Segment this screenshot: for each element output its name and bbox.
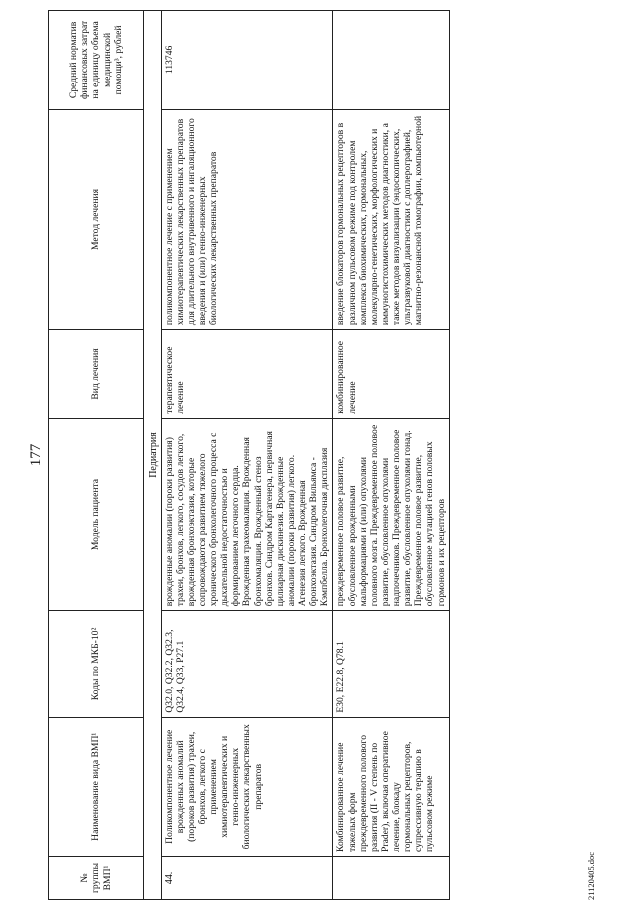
vmp-table <box>48 10 450 900</box>
section-row <box>144 11 162 900</box>
header-cost-norm: Средний норматив финансовых затрат на единицу объема медицинской помощи³, рублей <box>49 11 144 110</box>
table-row <box>333 11 449 900</box>
treatment-method: поликомпонентное лечение с применением химиотерапевтических лекарственных препаратов для длительного внутривенного и ингаляционного введения и (или) генно-инженерных биологических лекарственных препаратов <box>161 109 333 329</box>
group-number: 44. <box>161 856 333 899</box>
document-reference: 21120405.doc <box>586 851 596 900</box>
section-title: Педиатрия <box>144 11 162 900</box>
icd-codes: E30, E22.8, Q78.1 <box>333 611 449 717</box>
treatment-kind: терапевтическое лечение <box>161 330 333 419</box>
table-header-row <box>49 11 144 900</box>
header-treatment-kind: Вид лечения <box>49 330 144 419</box>
rotated-page <box>28 10 613 900</box>
header-vmp-name: Наименование вида ВМП¹ <box>49 717 144 856</box>
vmp-name: Комбинированное лечение тяжелых форм преждевременного полового развития (II - V степень по Prader), включая оперативное лечение, блокаду гормональных рецепторов, супрессивную терапию в пульсовом режиме <box>333 717 449 856</box>
icd-codes: Q32.0, Q32.2, Q32.3, Q32.4, Q33, P27.1 <box>161 611 333 717</box>
header-patient-model: Модель пациента <box>49 418 144 610</box>
table-row <box>161 11 333 900</box>
vmp-name: Поликомпонентное лечение врожденных аномалий (пороков развития) трахеи, бронхов, легкого с применением химиотерапевтических и генно-инженерных биологических лекарственных препаратов <box>161 717 333 856</box>
treatment-method: введение блокаторов гормональных рецепторов в различном пульсовом режиме под контролем комплекса биохимических, гормональных, молекулярно-генетических, морфологических и иммуногистохимических методов диагностики, а также методов визуализации (эндоскопических, ультразвуковой диагностики с доплерографией, магнитно-резонансной томографии, компьютерной <box>333 109 449 329</box>
page-number: 177 <box>28 443 44 467</box>
treatment-kind: комбинированное лечение <box>333 330 449 419</box>
cost-norm: 113746 <box>161 11 333 110</box>
header-icd-codes: Коды по МКБ-10² <box>49 611 144 717</box>
cost-norm <box>333 11 449 110</box>
patient-model: врожденные аномалии (пороки развития) трахеи, бронхов, легкого, сосудов легкого, врожденная бронхоэктазия, которые сопровождаются развитием тяжелого хронического бронхолегочного процесса с дыхательной недостаточностью и формированием легочного сердца. Врожденная трахеомаляция. Врожденная бронхомаляция. Врожденный стеноз бронхов. Синдром Картагенера, первичная цилиарная дискинезия. Врожденные аномалии (пороки развития) легкого. Агенезия легкого. Врожденная бронхоэктазия. Синдром Вильямса - Кэмпбелла. Бронхолегочная дисплазия <box>161 418 333 610</box>
patient-model: преждевременное половое развитие, обусловленное врожденными мальформациями и (или) опухолями головного мозга. Преждевременное половое развитие, обусловленное опухолями надпочечников. Преждевременное половое развитие, обусловленное опухолями гонад. Преждевременное половое развитие, обусловленное мутацией генов половых гормонов и их рецепторов <box>333 418 449 610</box>
group-number <box>333 856 449 899</box>
header-group-number: № группы ВМП¹ <box>49 856 144 899</box>
header-treatment-method: Метод лечения <box>49 109 144 329</box>
